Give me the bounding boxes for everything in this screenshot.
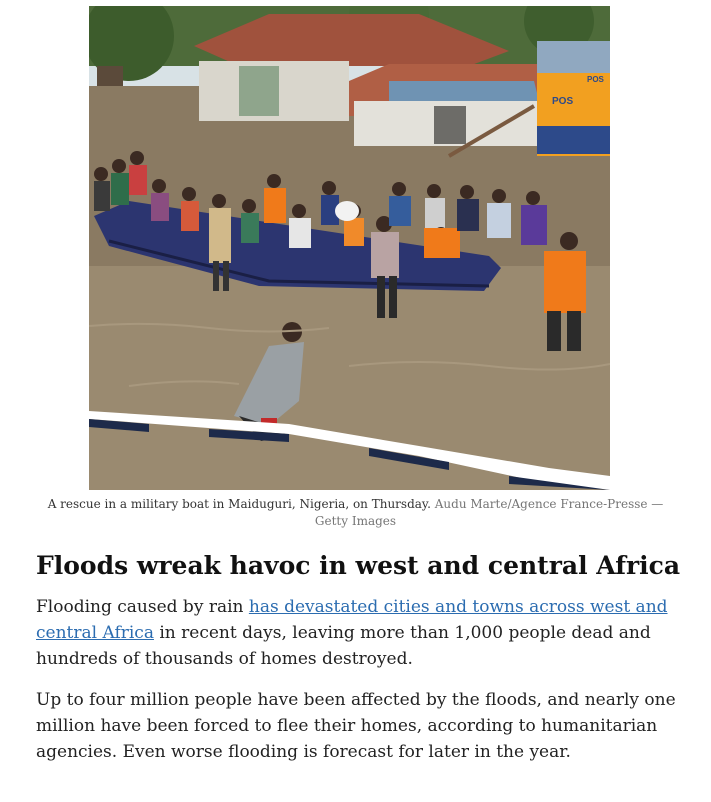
article-photo: [89, 6, 610, 490]
caption-text: A rescue in a military boat in Maiduguri, Nigeria, on Thursday.: [47, 497, 431, 511]
article-paragraph-2: Up to four million people have been affected by the floods, and nearly one million have been forced to flee their homes, according to humanitarian agencies. Even worse flooding is forecast for later in the year.: [36, 690, 676, 762]
article-link[interactable]: has devastated cities and towns across west and central Africa: [36, 597, 668, 643]
paragraph-text: Flooding caused by rain: [36, 597, 249, 617]
photo-caption: [30, 496, 681, 530]
svg-text:POS: POS: [587, 75, 604, 84]
photo-credit: Audu Marte/Agence France-Presse — Getty Images: [314, 497, 664, 528]
article-paragraph-1: [36, 594, 676, 672]
article-headline: Floods wreak havoc in west and central Africa: [36, 551, 681, 580]
svg-text:POS: POS: [552, 96, 574, 107]
flood-rescue-image: [89, 6, 610, 490]
paragraph-text: in recent days, leaving more than 1,000 people dead and hundreds of thousands of homes destroyed.: [36, 623, 651, 669]
